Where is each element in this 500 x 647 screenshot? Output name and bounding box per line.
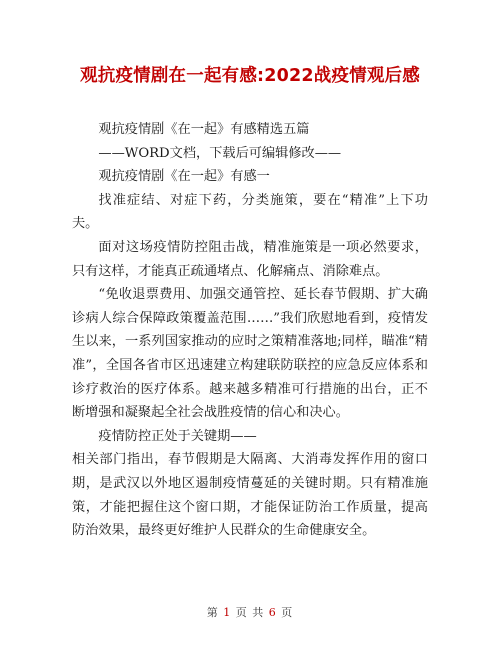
footer-suffix: 页 [281, 606, 294, 619]
footer-total-pages: 6 [268, 606, 277, 619]
paragraph-4: 疫情防控正处于关键期—— [98, 428, 257, 444]
footer-page-number: 1 [223, 606, 232, 619]
paragraph-2: 面对这场疫情防控阻击战，精准施策是一项必然要求，只有这样，才能真正疏通堵点、化解痛点、消除难点。 [72, 239, 428, 279]
footer-middle: 页 共 [235, 606, 265, 619]
document-title: 观抗疫情剧在一起有感:2022战疫情观后感 [80, 66, 420, 86]
paragraph-note: ——WORD文档，下载后可编辑修改—— [98, 145, 342, 161]
paragraph-subtitle: 观抗疫情剧《在一起》有感精选五篇 [98, 122, 310, 137]
paragraph-section-heading: 观抗疫情剧《在一起》有感一 [98, 169, 270, 185]
page-footer [0, 604, 500, 620]
paragraph-5: 相关部门指出，春节假期是大隔离、大消毒发挥作用的窗口期，是武汉以外地区遏制疫情蔓延的关键时期。只有精准施策，才能把握住这个窗口期，才能保证防治工作质量，提高防治效果，最终更好维护人民群众的生命健康安全。 [72, 452, 428, 539]
footer-prefix: 第 [206, 606, 219, 619]
paragraph-3: “免收退票费用、加强交通管控、延长春节假期、扩大确诊病人综合保障政策覆盖范围……”我们欣慰地看到，疫情发生以来，一系列国家推动的应时之策精准落地;同样，瞄准“精准”，全国各省市区迅速建立构建联防联控的应急反应体系和诊疗救治的医疗体系。越来越多精准可行措施的出台，正不断增强和凝聚起全社会战胜疫情的信心和决心。 [72, 287, 428, 421]
paragraph-1: 找准症结、对症下药，分类施策，要在“精准”上下功夫。 [72, 192, 428, 232]
document-body [72, 118, 428, 543]
